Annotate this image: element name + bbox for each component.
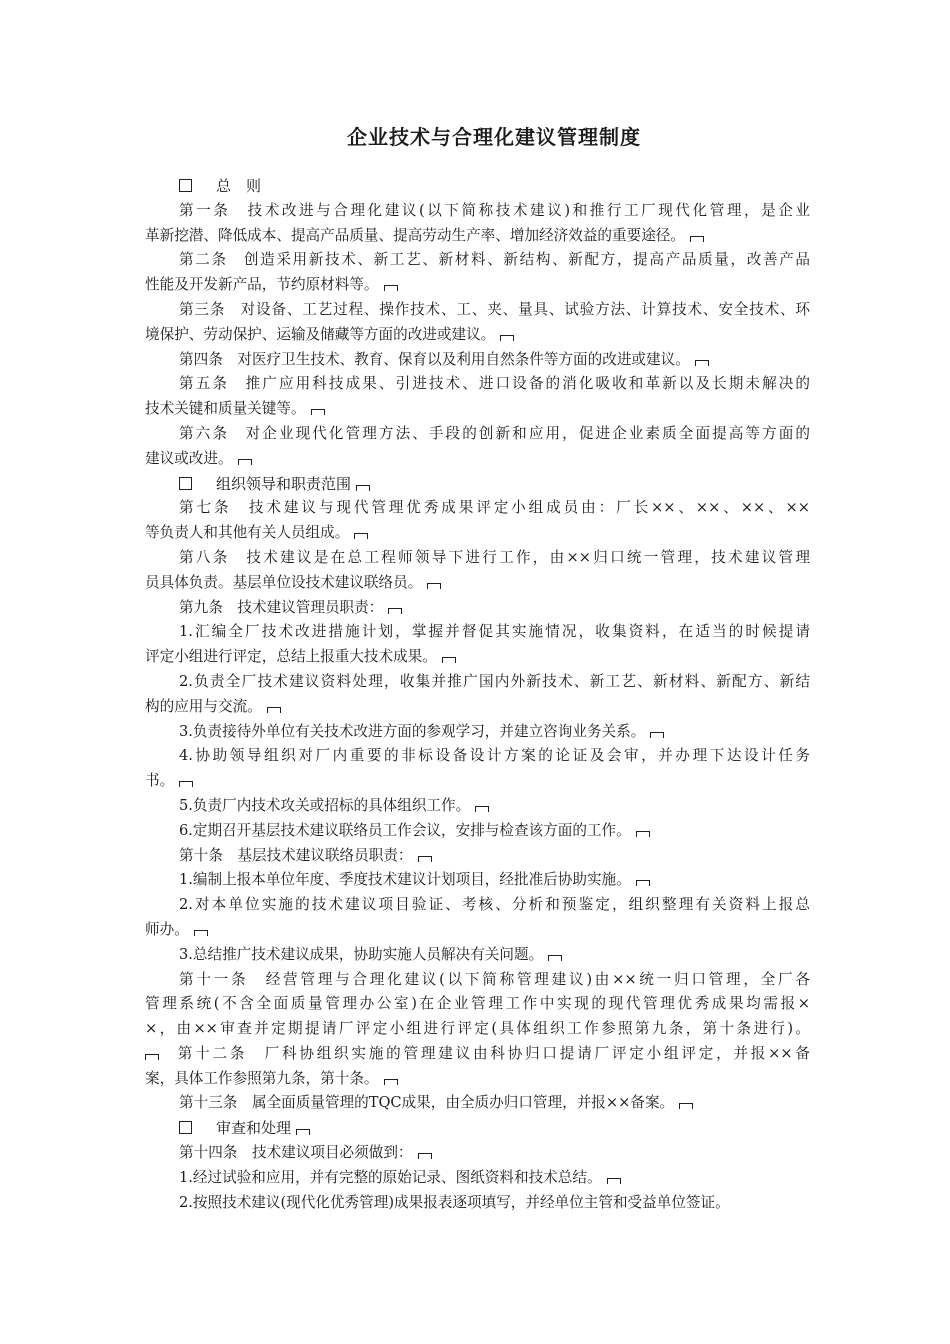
checkbox-square-icon [179, 477, 192, 490]
text-line [145, 819, 810, 844]
section-heading [145, 174, 810, 199]
text-line [145, 323, 810, 348]
text-line [145, 273, 810, 298]
paragraph-mark-icon [179, 781, 193, 787]
line-text: 2.负责全厂技术建议资料处理，收集并推广国内外新技术、新工艺、新材料、新配方、新结 [179, 672, 810, 690]
paragraph-mark-icon [548, 955, 562, 961]
text-line [145, 248, 810, 273]
line-text: 第五条 推广应用科技成果、引进技术、进口设备的消化吸收和革新以及长期未解决的 [179, 375, 810, 393]
text-line [145, 546, 810, 571]
line-text: 性能及开发新产品，节约原材料等。 [145, 276, 379, 294]
text-line [145, 943, 810, 968]
line-text: 境保护、劳动保护、运输及储藏等方面的改进或建议。 [145, 325, 496, 343]
paragraph-mark-icon [238, 459, 252, 465]
text-line [145, 1042, 810, 1067]
text-line [145, 893, 810, 918]
line-text: 师办。 [145, 920, 189, 938]
text-line [145, 868, 810, 893]
text-line [145, 1141, 810, 1166]
text-line [145, 397, 810, 422]
text-line [145, 298, 810, 323]
paragraph-mark-icon [267, 707, 281, 713]
line-text: 第四条 对医疗卫生技术、教育、保育以及利用自然条件等方面的改进或建议。 [179, 350, 690, 368]
paragraph-mark-icon [636, 831, 650, 837]
text-line [145, 645, 810, 670]
paragraph-mark-icon [356, 485, 370, 491]
line-text: 总 则 [216, 177, 262, 195]
text-line [145, 571, 810, 596]
line-text: 2.对本单位实施的技术建议项目验证、考核、分析和预鉴定，组织整理有关资料上报总 [179, 896, 810, 914]
paragraph-mark-icon [388, 608, 402, 614]
text-line [145, 992, 810, 1017]
line-text: 组织领导和职责范围 [216, 474, 352, 493]
line-text: 4.协助领导组织对厂内重要的非标设备设计方案的论证及会审，并办理下达设计任务 [179, 747, 810, 765]
checkbox-square-icon [179, 1121, 192, 1134]
text-line [145, 1091, 810, 1116]
line-text: 1.经过试验和应用，并有完整的原始记录、图纸资料和技术总结。 [179, 1168, 602, 1186]
text-line [145, 844, 810, 869]
line-text: 评定小组进行评定，总结上报重大技术成果。 [145, 648, 437, 666]
text-line [145, 422, 810, 447]
line-text: 第十三条 属全面质量管理的TQC成果，由全质办归口管理，并报××备案。 [179, 1094, 675, 1112]
line-text: 革新挖潜、降低成本、提高产品质量、提高劳动生产率、增加经济效益的重要途径。 [145, 226, 685, 244]
line-text: 1.编制上报本单位年度、季度技术建议计划项目，经批准后协助实施。 [179, 871, 631, 889]
paragraph-mark-icon [194, 930, 208, 936]
paragraph-mark-icon [418, 856, 432, 862]
text-line [145, 744, 810, 769]
text-line [145, 521, 810, 546]
line-text: 第七条 技术建议与现代管理优秀成果评定小组成员由：厂长××、××、××、×× [179, 499, 810, 517]
line-text: 第八条 技术建议是在总工程师领导下进行工作，由××归口统一管理，技术建议管理 [179, 548, 810, 566]
paragraph-mark-icon [311, 409, 325, 415]
text-line [145, 1017, 810, 1042]
line-text: 第十一条 经营管理与合理化建议(以下简称管理建议)由××统一归口管理，全厂各 [179, 970, 810, 988]
line-text: 第十条 基层技术建议联络员职责： [179, 846, 413, 864]
paragraph-mark-icon [296, 1129, 310, 1135]
paragraph-mark-icon [607, 1178, 621, 1184]
line-text: 构的应用与交流。 [145, 697, 262, 715]
paragraph-mark-icon [695, 360, 709, 366]
text-line [145, 720, 810, 745]
text-line [145, 224, 810, 249]
paragraph-mark-icon [145, 1054, 159, 1060]
line-text: 第一条 技术改进与合理化建议(以下简称技术建议)和推行工厂现代化管理，是企业 [179, 201, 810, 219]
text-line [145, 1067, 810, 1092]
line-text: 管理系统(不含全面质量管理办公室)在企业管理工作中实现的现代管理优秀成果均需报× [145, 995, 810, 1013]
line-text: 1.汇编全厂技术改进措施计划，掌握并督促其实施情况，收集资料，在适当的时候提请 [179, 623, 810, 641]
line-text: 书。 [145, 772, 175, 790]
line-text: 员具体负责。基层单位设技术建议联络员。 [145, 573, 423, 591]
line-text: 第九条 技术建议管理员职责： [179, 598, 384, 616]
text-line [145, 620, 810, 645]
paragraph-mark-icon [354, 533, 368, 539]
paragraph-mark-icon [384, 1079, 398, 1085]
checkbox-square-icon [179, 179, 192, 192]
text-line [145, 496, 810, 521]
line-text: 等负责人和其他有关人员组成。 [145, 524, 350, 542]
line-text: 第十二条 厂科协组织实施的管理建议由科协归口提请厂评定小组评定，并报××备 [175, 1044, 810, 1062]
paragraph-mark-icon [418, 1153, 432, 1159]
line-text: 审查和处理 [216, 1119, 292, 1138]
paragraph-mark-icon [442, 657, 456, 663]
text-line [145, 670, 810, 695]
text-line [145, 447, 810, 472]
line-text: 第三条 对设备、工艺过程、操作技术、工、夹、量具、试验方法、计算技术、安全技术、环 [179, 300, 810, 318]
text-line [145, 1166, 810, 1191]
line-text: 3.总结推广技术建议成果，协助实施人员解决有关问题。 [179, 945, 544, 963]
text-line [145, 1191, 810, 1216]
paragraph-mark-icon [500, 335, 514, 341]
line-text: 案，具体工作参照第九条，第十条。 [145, 1069, 379, 1087]
line-text: 建议或改进。 [145, 449, 233, 467]
text-line [145, 918, 810, 943]
line-text: 5.负责厂内技术攻关或招标的具体组织工作。 [179, 796, 471, 814]
section-heading [145, 472, 810, 497]
text-line [145, 372, 810, 397]
text-line [145, 596, 810, 621]
paragraph-mark-icon [690, 236, 704, 242]
text-line [145, 348, 810, 373]
line-text: 6.定期召开基层技术建议联络员工作会议，安排与检查该方面的工作。 [179, 821, 631, 839]
text-line [145, 695, 810, 720]
line-text: 第六条 对企业现代化管理方法、手段的创新和应用，促进企业素质全面提高等方面的 [179, 424, 810, 442]
paragraph-mark-icon [636, 880, 650, 886]
text-line [145, 769, 810, 794]
line-text: 技术关键和质量关键等。 [145, 400, 306, 418]
document-body [145, 174, 810, 1215]
section-heading [145, 1116, 810, 1141]
line-text: 第二条 创造采用新技术、新工艺、新材料、新结构、新配方，提高产品质量，改善产品 [179, 251, 810, 269]
paragraph-mark-icon [427, 583, 441, 589]
text-line [145, 199, 810, 224]
text-line [145, 968, 810, 993]
line-text: 2.按照技术建议(现代化优秀管理)成果报表逐项填写，并经单位主管和受益单位签证。 [179, 1193, 730, 1211]
line-text: 第十四条 技术建议项目必须做到： [179, 1144, 413, 1162]
document-title: 企业技术与合理化建议管理制度 [347, 125, 641, 149]
paragraph-mark-icon [650, 732, 664, 738]
paragraph-mark-icon [679, 1103, 693, 1109]
paragraph-mark-icon [475, 806, 489, 812]
text-line [145, 794, 810, 819]
line-text: ×，由××审查并定期提请厂评定小组进行评定(具体组织工作参照第九条，第十条进行)。 [145, 1020, 810, 1038]
line-text: 3.负责接待外单位有关技术改进方面的参观学习，并建立咨询业务关系。 [179, 722, 646, 740]
paragraph-mark-icon [384, 285, 398, 291]
